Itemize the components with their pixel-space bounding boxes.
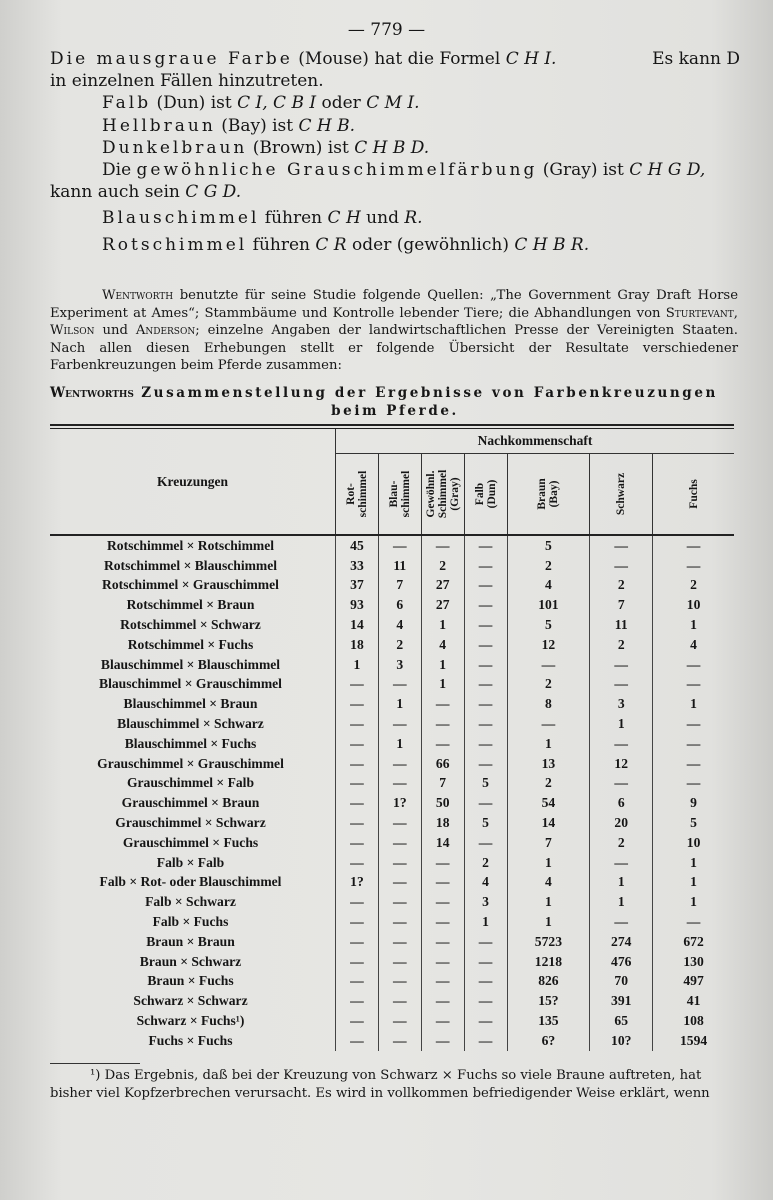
offspring-count-cell: — <box>336 793 379 813</box>
offspring-count-cell: 3 <box>378 655 421 675</box>
offspring-count-cell: — <box>464 615 507 635</box>
offspring-count-cell: 11 <box>590 615 653 635</box>
offspring-count-cell: — <box>378 535 421 556</box>
cross-label: Rotschimmel × Braun <box>50 595 336 615</box>
table-row <box>50 853 734 873</box>
offspring-count-cell: — <box>378 675 421 695</box>
offspring-count-cell: 391 <box>590 991 653 1011</box>
offspring-count-cell: 5 <box>507 615 590 635</box>
table-row <box>50 1011 734 1031</box>
cross-label: Fuchs × Fuchs <box>50 1031 336 1051</box>
table-row <box>50 595 734 615</box>
offspring-count-cell: 4 <box>464 873 507 893</box>
header-kreuzungen: Kreuzungen <box>50 429 336 535</box>
offspring-count-cell: 2 <box>507 675 590 695</box>
offspring-count-cell: 826 <box>507 972 590 992</box>
cross-label: Falb × Schwarz <box>50 892 336 912</box>
offspring-count-cell: 2 <box>378 635 421 655</box>
offspring-count-cell: — <box>464 556 507 576</box>
offspring-count-cell: — <box>336 1031 379 1051</box>
offspring-count-cell: — <box>421 952 464 972</box>
offspring-count-cell: 37 <box>336 576 379 596</box>
offspring-count-cell: — <box>464 952 507 972</box>
offspring-count-cell: — <box>590 655 653 675</box>
offspring-count-cell: 6 <box>590 793 653 813</box>
offspring-count-cell: — <box>336 774 379 794</box>
offspring-count-cell: 2 <box>507 774 590 794</box>
cross-label: Blauschimmel × Fuchs <box>50 734 336 754</box>
offspring-count-cell: — <box>464 576 507 596</box>
offspring-count-cell: 3 <box>590 694 653 714</box>
offspring-count-cell: — <box>336 1011 379 1031</box>
offspring-count-cell: 2 <box>690 577 697 593</box>
offspring-count-cell: 4 <box>507 576 590 596</box>
col-header-gray: Gewöhnl. Schimmel (Gray) <box>421 454 464 536</box>
offspring-count-cell: — <box>507 714 590 734</box>
offspring-count-cell: — <box>421 714 464 734</box>
offspring-count-cell: — <box>590 734 653 754</box>
offspring-count-cell: 1 <box>690 617 697 633</box>
offspring-count-cell: 20 <box>590 813 653 833</box>
offspring-count-cell: 18 <box>336 635 379 655</box>
table-row <box>50 675 734 695</box>
col-header-schwarz: Schwarz <box>590 454 653 536</box>
cross-label: Rotschimmel × Rotschimmel <box>50 535 336 556</box>
offspring-count-cell: 6 <box>378 595 421 615</box>
offspring-count-cell: 14 <box>336 615 379 635</box>
offspring-count-cell: — <box>464 1011 507 1031</box>
offspring-count-cell: — <box>421 892 464 912</box>
table-row <box>50 754 734 774</box>
offspring-count-cell: 45 <box>336 535 379 556</box>
offspring-count-cell: — <box>336 853 379 873</box>
intro-line-bay: Hellbraun (Bay) ist C H B. <box>102 115 356 136</box>
offspring-count-cell: — <box>686 735 701 751</box>
footnote-rule <box>50 1063 140 1064</box>
offspring-count-cell: 1? <box>378 793 421 813</box>
offspring-count-cell: — <box>336 991 379 1011</box>
offspring-count-cell: — <box>464 754 507 774</box>
cross-label: Rotschimmel × Grauschimmel <box>50 576 336 596</box>
intro-line-dun: Falb (Dun) ist C I, C B I oder C M I. <box>102 93 420 114</box>
offspring-count-cell: — <box>336 754 379 774</box>
table-row <box>50 535 734 556</box>
offspring-count-cell: 1 <box>690 874 697 890</box>
intro-line-brown: Dunkelbraun (Brown) ist C H B D. <box>102 137 430 158</box>
intro-line-blue-roan: Blauschimmel führen C H und R. <box>102 208 423 229</box>
footnote: ¹) Das Ergebnis, daß bei der Kreuzung von Schwarz × Fuchs so viele Braune auftreten, hat bisher viel Kopfzerbrechen verursacht. Es wird in vollkommen befriedigender Weise erklärt, wenn <box>50 1068 710 1101</box>
intro-line-gray: Die gewöhnliche Grauschimmelfärbung (Gray) ist C H G D, <box>102 160 706 181</box>
offspring-count-cell: 1 <box>464 912 507 932</box>
table-row <box>50 615 734 635</box>
offspring-count-cell: 5 <box>507 535 590 556</box>
offspring-count-cell: 11 <box>378 556 421 576</box>
offspring-count-cell: 2 <box>590 635 653 655</box>
offspring-count-cell: 130 <box>683 953 704 969</box>
offspring-count-cell: 1594 <box>679 1032 708 1048</box>
offspring-count-cell: 1? <box>336 873 379 893</box>
offspring-count-cell: — <box>378 853 421 873</box>
offspring-count-cell: 13 <box>507 754 590 774</box>
offspring-count-cell: 1 <box>690 696 697 712</box>
offspring-count-cell: — <box>686 914 701 930</box>
offspring-count-cell: — <box>590 675 653 695</box>
col-header-rotschimmel: Rot- schimmel <box>336 454 379 536</box>
sources-paragraph: Wentworth benutzte für seine Studie folgende Quellen: „The Government Gray Draft Horse Experiment at Ames“; Stammbäume und Kontrolle lebender Tiere; die Abhandlungen von Sturtevant, Wilson und Anderson; einzelne Angaben der landwirtschaftlichen Presse der Vereinigten Staaten. Nach allen diesen Erhebungen stellt er folgende Übersicht der Resultate verschiedener Farbenkreuzungen beim Pferde zusammen: <box>50 288 738 374</box>
offspring-count-cell: 476 <box>590 952 653 972</box>
offspring-count-cell: — <box>590 556 653 576</box>
offspring-count-cell: — <box>464 535 507 556</box>
offspring-count-cell: 41 <box>686 993 701 1009</box>
cross-label: Blauschimmel × Braun <box>50 694 336 714</box>
offspring-count-cell: — <box>378 754 421 774</box>
author-wentworth: Wentworth <box>102 288 174 303</box>
offspring-count-cell: 1 <box>421 675 464 695</box>
offspring-count-cell: 15? <box>507 991 590 1011</box>
table-title: Wentworths Zusammenstellung der Ergebnisse von Farbenkreuzungen beim Pferde. <box>50 385 718 419</box>
offspring-count-cell: 274 <box>590 932 653 952</box>
offspring-count-cell: — <box>378 972 421 992</box>
offspring-count-cell: 7 <box>590 595 653 615</box>
offspring-count-cell: — <box>336 952 379 972</box>
offspring-count-cell: 108 <box>683 1013 704 1029</box>
offspring-count-cell: 66 <box>421 754 464 774</box>
table-row <box>50 793 734 813</box>
offspring-count-cell: — <box>590 912 653 932</box>
cross-label: Grauschimmel × Fuchs <box>50 833 336 853</box>
intro-line-mouse-cont: in einzelnen Fällen hinzutreten. <box>50 71 324 92</box>
offspring-count-cell: 1 <box>421 615 464 635</box>
offspring-count-cell: 135 <box>507 1011 590 1031</box>
cross-label: Falb × Falb <box>50 853 336 873</box>
offspring-count-cell: 9 <box>690 795 697 811</box>
offspring-count-cell: 1 <box>378 694 421 714</box>
offspring-count-cell: — <box>464 675 507 695</box>
offspring-count-cell: — <box>464 595 507 615</box>
offspring-count-cell: — <box>686 775 701 791</box>
offspring-count-cell: — <box>336 694 379 714</box>
cross-label: Braun × Fuchs <box>50 972 336 992</box>
table-row <box>50 576 734 596</box>
color-formula-section <box>50 48 740 256</box>
offspring-count-cell: — <box>686 557 701 573</box>
intro-line-red-roan: Rotschimmel führen C R oder (gewöhnlich) C H B R. <box>102 234 590 255</box>
offspring-count-cell: 10? <box>590 1031 653 1051</box>
offspring-count-cell: 5 <box>464 813 507 833</box>
offspring-count-cell: 5 <box>690 815 697 831</box>
cross-label: Rotschimmel × Fuchs <box>50 635 336 655</box>
offspring-count-cell: 1 <box>336 655 379 675</box>
table-row <box>50 714 734 734</box>
author-sturtevant: Sturtevant <box>665 305 734 321</box>
offspring-count-cell: — <box>421 535 464 556</box>
cross-label: Braun × Schwarz <box>50 952 336 972</box>
offspring-count-cell: — <box>421 734 464 754</box>
table-row <box>50 952 734 972</box>
offspring-count-cell: — <box>590 774 653 794</box>
offspring-count-cell: — <box>421 1031 464 1051</box>
offspring-count-cell: — <box>464 635 507 655</box>
offspring-count-cell: — <box>686 676 701 692</box>
offspring-count-cell: — <box>336 813 379 833</box>
offspring-count-cell: — <box>464 714 507 734</box>
page-number: — 779 — <box>347 20 426 40</box>
offspring-count-cell: 54 <box>507 793 590 813</box>
offspring-count-cell: 1 <box>507 892 590 912</box>
author-wilson: Wilson <box>50 323 95 339</box>
intro-line-mouse: Die mausgraue Farbe (Mouse) hat die Formel C H I. Es kann D <box>50 49 740 69</box>
offspring-count-cell: — <box>378 1011 421 1031</box>
offspring-count-cell: — <box>686 716 701 732</box>
offspring-count-cell: — <box>378 774 421 794</box>
offspring-count-cell: — <box>464 655 507 675</box>
offspring-count-cell: — <box>378 991 421 1011</box>
offspring-count-cell: 14 <box>507 813 590 833</box>
offspring-count-cell: — <box>464 833 507 853</box>
offspring-count-cell: 2 <box>590 833 653 853</box>
col-header-fuchs: Fuchs <box>653 454 734 536</box>
offspring-count-cell: 1218 <box>507 952 590 972</box>
offspring-count-cell: 1 <box>378 734 421 754</box>
offspring-count-cell: 2 <box>421 556 464 576</box>
table-row <box>50 932 734 952</box>
offspring-count-cell: 8 <box>507 694 590 714</box>
cross-label: Blauschimmel × Schwarz <box>50 714 336 734</box>
table-row <box>50 912 734 932</box>
crossing-results-table <box>50 424 734 1051</box>
offspring-count-cell: — <box>336 892 379 912</box>
offspring-count-cell: 70 <box>590 972 653 992</box>
offspring-count-cell: 1 <box>421 655 464 675</box>
offspring-count-cell: — <box>686 755 701 771</box>
offspring-count-cell: — <box>590 535 653 556</box>
offspring-count-cell: 1 <box>690 854 697 870</box>
offspring-count-cell: 497 <box>683 973 704 989</box>
cross-label: Blauschimmel × Blauschimmel <box>50 655 336 675</box>
offspring-count-cell: — <box>378 912 421 932</box>
offspring-count-cell: 1 <box>690 894 697 910</box>
offspring-count-cell: 65 <box>590 1011 653 1031</box>
col-header-braun: Braun (Bay) <box>507 454 590 536</box>
cross-label: Falb × Fuchs <box>50 912 336 932</box>
offspring-count-cell: 672 <box>683 933 704 949</box>
offspring-count-cell: — <box>686 656 701 672</box>
table-body <box>50 535 734 1051</box>
cross-label: Blauschimmel × Grauschimmel <box>50 675 336 695</box>
intro-line-gray-cont: kann auch sein C G D. <box>50 182 242 203</box>
offspring-count-cell: — <box>464 972 507 992</box>
offspring-count-cell: 7 <box>378 576 421 596</box>
offspring-count-cell: — <box>336 972 379 992</box>
table-row <box>50 1031 734 1051</box>
table-row <box>50 991 734 1011</box>
cross-label: Grauschimmel × Grauschimmel <box>50 754 336 774</box>
offspring-count-cell: — <box>378 873 421 893</box>
cross-label: Schwarz × Fuchs¹) <box>50 1011 336 1031</box>
offspring-count-cell: 1 <box>590 892 653 912</box>
offspring-count-cell: — <box>378 952 421 972</box>
offspring-count-cell: 5 <box>464 774 507 794</box>
cross-label: Rotschimmel × Schwarz <box>50 615 336 635</box>
offspring-count-cell: 14 <box>421 833 464 853</box>
offspring-count-cell: — <box>590 853 653 873</box>
author-anderson: Anderson <box>135 323 196 339</box>
table-row <box>50 734 734 754</box>
table-row <box>50 774 734 794</box>
offspring-count-cell: — <box>464 694 507 714</box>
offspring-count-cell: 1 <box>507 734 590 754</box>
offspring-count-cell: 50 <box>421 793 464 813</box>
offspring-count-cell: 12 <box>590 754 653 774</box>
table-row <box>50 635 734 655</box>
offspring-count-cell: — <box>421 972 464 992</box>
offspring-count-cell: 2 <box>464 853 507 873</box>
offspring-count-cell: — <box>336 734 379 754</box>
offspring-count-cell: 3 <box>464 892 507 912</box>
offspring-count-cell: — <box>378 833 421 853</box>
offspring-count-cell: 101 <box>507 595 590 615</box>
offspring-count-cell: — <box>378 714 421 734</box>
cross-label: Grauschimmel × Braun <box>50 793 336 813</box>
offspring-count-cell: — <box>421 912 464 932</box>
offspring-count-cell: — <box>464 932 507 952</box>
offspring-count-cell: — <box>686 537 701 553</box>
offspring-count-cell: — <box>336 912 379 932</box>
offspring-count-cell: 2 <box>507 556 590 576</box>
cross-label: Falb × Rot- oder Blauschimmel <box>50 873 336 893</box>
offspring-count-cell: 4 <box>507 873 590 893</box>
col-header-blauschimmel: Blau- schimmel <box>378 454 421 536</box>
offspring-count-cell: — <box>378 932 421 952</box>
offspring-count-cell: — <box>421 932 464 952</box>
offspring-count-cell: — <box>464 793 507 813</box>
table-row <box>50 892 734 912</box>
offspring-count-cell: 2 <box>590 576 653 596</box>
offspring-count-cell: 18 <box>421 813 464 833</box>
offspring-count-cell: 5723 <box>507 932 590 952</box>
table-row <box>50 655 734 675</box>
table-row <box>50 813 734 833</box>
table-row <box>50 556 734 576</box>
offspring-count-cell: — <box>421 1011 464 1031</box>
cross-label: Grauschimmel × Schwarz <box>50 813 336 833</box>
offspring-count-cell: — <box>378 1031 421 1051</box>
col-header-falb: Falb (Dun) <box>464 454 507 536</box>
cross-label: Grauschimmel × Falb <box>50 774 336 794</box>
offspring-count-cell: 27 <box>421 595 464 615</box>
offspring-count-cell: — <box>336 833 379 853</box>
offspring-count-cell: 4 <box>421 635 464 655</box>
offspring-count-cell: 1 <box>507 853 590 873</box>
offspring-count-cell: — <box>378 892 421 912</box>
table-row <box>50 873 734 893</box>
offspring-count-cell: — <box>421 873 464 893</box>
table-row <box>50 833 734 853</box>
offspring-count-cell: — <box>378 813 421 833</box>
offspring-count-cell: 1 <box>590 873 653 893</box>
offspring-count-cell: — <box>336 714 379 734</box>
offspring-count-cell: 4 <box>378 615 421 635</box>
offspring-count-cell: — <box>507 655 590 675</box>
offspring-count-cell: 4 <box>690 636 697 652</box>
offspring-count-cell: — <box>464 991 507 1011</box>
offspring-count-cell: 7 <box>421 774 464 794</box>
cross-label: Braun × Braun <box>50 932 336 952</box>
table-row <box>50 694 734 714</box>
offspring-count-cell: 6? <box>507 1031 590 1051</box>
cross-label: Schwarz × Schwarz <box>50 991 336 1011</box>
cross-label: Rotschimmel × Blauschimmel <box>50 556 336 576</box>
offspring-count-cell: — <box>421 694 464 714</box>
offspring-count-cell: — <box>464 1031 507 1051</box>
offspring-count-cell: 33 <box>336 556 379 576</box>
offspring-count-cell: 1 <box>507 912 590 932</box>
offspring-count-cell: — <box>336 675 379 695</box>
offspring-count-cell: — <box>336 932 379 952</box>
offspring-count-cell: 10 <box>686 834 701 850</box>
offspring-count-cell: 93 <box>336 595 379 615</box>
offspring-count-cell: — <box>464 734 507 754</box>
offspring-count-cell: — <box>421 853 464 873</box>
table-row <box>50 972 734 992</box>
header-nachkommenschaft: Nachkommenschaft <box>336 429 735 454</box>
offspring-count-cell: 1 <box>590 714 653 734</box>
offspring-count-cell: 10 <box>686 597 701 613</box>
offspring-count-cell: — <box>421 991 464 1011</box>
offspring-count-cell: 7 <box>507 833 590 853</box>
offspring-count-cell: 12 <box>507 635 590 655</box>
offspring-count-cell: 27 <box>421 576 464 596</box>
